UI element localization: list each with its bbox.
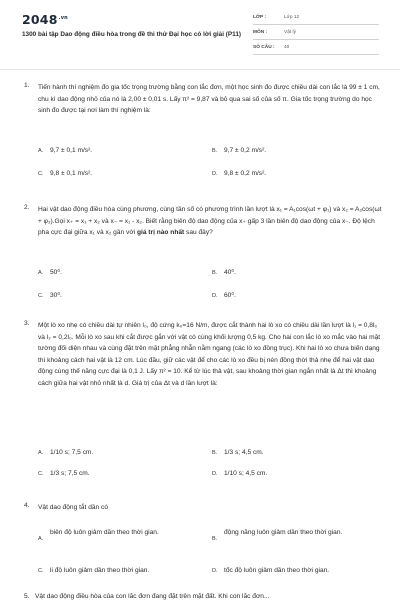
meta-question-count: SỐ CÂU : 40 bbox=[253, 42, 379, 55]
option-d[interactable]: D. 9,8 ± 0,2 m/s². bbox=[212, 170, 267, 177]
document-title: 1300 bài tập Dao động điều hòa trong đề thi thử Đại học có lời giải (P11) bbox=[22, 31, 242, 38]
option-a[interactable]: A. 1/10 s; 7,5 cm. bbox=[38, 449, 94, 456]
option-c[interactable]: C. 30⁰. bbox=[38, 292, 62, 299]
option-d[interactable]: D. tốc độ luôn giảm dần theo thời gian. bbox=[212, 567, 330, 574]
site-logo[interactable]: $2048^{.vn}$ bbox=[22, 12, 68, 27]
question-stem: Một lò xo nhẹ có chiều dài tự nhiên l₀, độ cứng k₀=16 N/m, được cắt thành hai lò xo có chiều dài lần lượt là l₁ = 0,8l₀ và l₂ = 0,2l₀. Mỗi lò xo sau khi cắt được gắn với vật có cùng khối lượng 0,5 kg. Cho hai con lắc lò xo mắc vào hai mặt tường đối diện nhau và cùng đặt trên mặt phẳng nhẵn nằm ngang (các lò xo đồng trục). Khi hai lò xo chưa biến dạng thì khoảng cách hai vật là 12 cm. Lúc đầu, giữ các vật để cho các lò xo đều bị nén đồng thời thả nhẹ để hai vật dao động cùng thế năng cực đại là 0,1 J. Lấy π² = 10. Kể từ lúc thả vật, sau khoảng thời gian ngắn nhất là Δt thì khoảng cách giữa hai vật nhỏ nhất là d. Giá trị của Δt và d lần lượt là: bbox=[38, 322, 381, 387]
emphasis-text: giá trị nào nhất bbox=[136, 229, 185, 236]
option-d[interactable]: D. 60⁰. bbox=[212, 292, 236, 299]
option-b[interactable]: B. 9,7 ± 0,2 m/s². bbox=[212, 147, 267, 154]
header-divider bbox=[0, 69, 400, 70]
meta-class: LỚP : Lớp 12 bbox=[253, 12, 379, 25]
option-a[interactable]: A. 50⁰. bbox=[38, 269, 62, 276]
option-b[interactable]: B. 1/3 s; 4,5 cm. bbox=[212, 449, 264, 456]
document-page: $2048^{.vn}$ 1300 bài tập Dao động điều hòa trong đề thi thử Đại học có lời giải (P11) LỚP : Lớp 12 MÔN : Vật lý SỐ CÂU : 40 1. Tiến hành thí nghiệm đo gia tốc trọng trường bằng con lắc đơn, một học sinh đo được chiều dài con lắc là 99 ± 1 cm, chu kì dao động nhỏ của nó là 2,00 ± 0,01 s. Lấy π² = 9,87 và bỏ qua sai số của số π. Gia tốc trọng trường do học sinh đo được tại nơi làm thí nghiệm là: A. 9,7 ± 0,1 m/s². B. 9,7 ± 0,2 m/s². C. 9,8 ± 0,1 m/s². D. 9,8 ± 0,2 m/s². 2. Hai vật dao động điều hòa cùng phương, cùng tần số có phương trình lần lượt là x₁ = A₁cos(ωt + φ₁) và x₂ = A₂cos(ωt + φ₂).Gọi x₊ = x₁ + x₂ và x₋ = x₁ - x₂. Biết rằng biên độ dao động của x₊ gấp 3 lần biên độ dao động của x₋. Độ lệch pha cực đại giữa x₁ và x₂ gần với giá trị nào nhất sau đây? A. 50⁰. B. 40⁰. C. 30⁰. D. 60⁰. 3. Một lò xo nhẹ có chiều dài tự nhiên l₀, độ cứng k₀=16 N/m, được cắt thành hai lò xo có chiều dài lần lượt là l₁ = 0,8l₀ và l₂ = 0,2l₀. Mỗi lò xo sau khi cắt được gắn với vật có cùng khối lượng 0,5 kg. Cho hai con lắc lò xo mắc vào hai mặt tường đối diện nhau và cùng đặt trên mặt phẳng nhẵn nằm ngang (các lò xo đồng trục). Khi hai lò xo chưa biến dạng thì khoảng cách hai vật là 12 cm. Lúc đầu, giữ các vật để cho các lò xo đều bị nén đồng thời thả nhẹ để hai vật dao động cùng thế năng cực đại là 0,1 J. Lấy π² = 10. Kể từ lúc thả vật, sau khoảng thời gian ngắn nhất là Δt thì khoảng cách giữa hai vật nhỏ nhất là d. Giá trị của Δt và d lần lượt là: A. 1/10 s; 7,5 cm. B. 1/3 s; 4,5 cm. C. 1/3 s; 7,5 cm. D. 1/10 s; 4,5 cm. 4. Vật dao động tắt dần có A. biên độ luôn giảm dần theo thời gian. B. động năng luôn giảm dần theo thời gian. C. li độ luôn giảm dần theo thời gian. D. tốc độ luôn giảm dần theo thời gian. 5. Vật dao động điều hòa của con lắc đơn đang đặt trên mặt đất. Khi con lắc đơn... bbox=[0, 0, 400, 600]
document-header bbox=[0, 0, 400, 62]
option-d[interactable]: D. 1/10 s; 4,5 cm. bbox=[212, 470, 268, 477]
option-b[interactable]: B. 40⁰. bbox=[212, 269, 236, 276]
option-a[interactable]: A. 9,7 ± 0,1 m/s². bbox=[38, 147, 93, 154]
option-a[interactable]: A. biên độ luôn giảm dần theo thời gian. bbox=[38, 529, 159, 542]
question-stem: Vật dao động tắt dần có bbox=[38, 504, 109, 511]
meta-subject: MÔN : Vật lý bbox=[253, 27, 379, 40]
option-c[interactable]: C. li độ luôn giảm dần theo thời gian. bbox=[38, 567, 150, 574]
question-stem: Hai vật dao động điều hòa cùng phương, cùng tần số có phương trình lần lượt là x₁ = A₁cos(ωt + φ₁) và x₂ = A₂cos(ωt + φ₂).Gọi x₊ = x₁ + x₂ và x₋ = x₁ - x₂. Biết rằng biên độ dao động của x₊ gấp 3 lần biên độ dao động của x₋. Độ lệch pha cực đại giữa x₁ và x₂ gần với giá trị nào nhất sau đây? bbox=[38, 206, 382, 236]
option-b[interactable]: B. động năng luôn giảm dần theo thời gian. bbox=[212, 529, 343, 542]
option-c[interactable]: C. 1/3 s; 7,5 cm. bbox=[38, 470, 90, 477]
question-5-partial: 5. Vật dao động điều hòa của con lắc đơn đang đặt trên mặt đất. Khi con lắc đơn... bbox=[24, 593, 270, 600]
option-c[interactable]: C. 9,8 ± 0,1 m/s². bbox=[38, 170, 93, 177]
question-stem: Tiến hành thí nghiệm đo gia tốc trọng trường bằng con lắc đơn, một học sinh đo được chiều dài con lắc là 99 ± 1 cm, chu kì dao động nhỏ của nó là 2,00 ± 0,01 s. Lấy π² = 9,87 và bỏ qua sai số của số π. Gia tốc trọng trường do học sinh đo được tại nơi làm thí nghiệm là: bbox=[38, 84, 380, 114]
